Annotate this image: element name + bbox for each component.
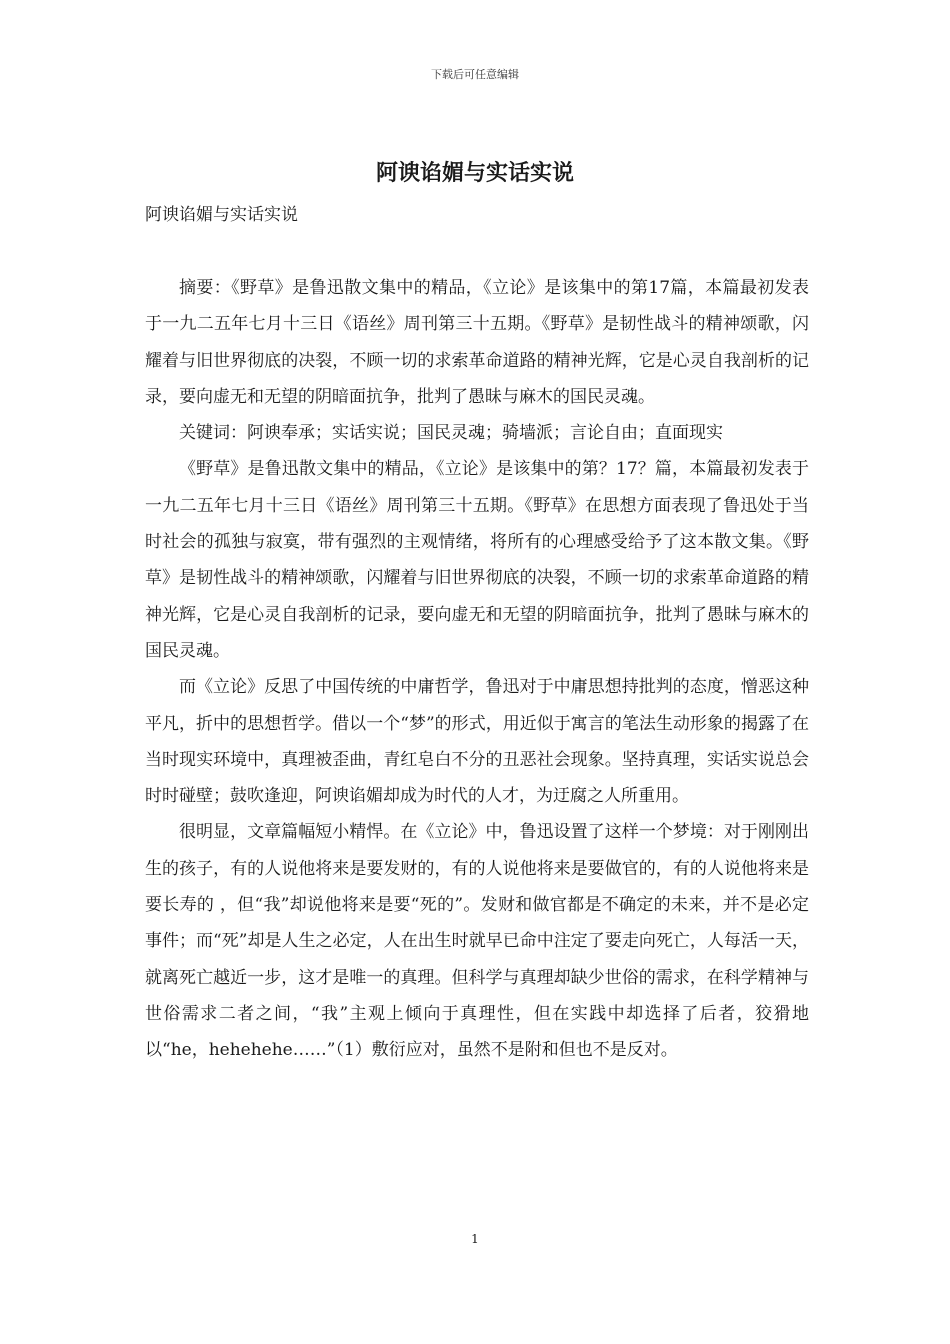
abstract-paragraph: 摘要：《野草》是鲁迅散文集中的精品，《立论》是该集中的第17篇，本篇最初发表于一九二五年七月十三日《语丝》周刊第三十五期。《野草》是韧性战斗的精神颂歌，闪耀着与旧世界彻底的决裂，不顾一切的求索革命道路的精神光辉，它是心灵自我剖析的记录，要向虚无和无望的阴暗面抗争，批判了愚昧与麻木的国民灵魂。 — [145, 278, 809, 407]
document-subtitle: 阿谀谄媚与实话实说 — [145, 205, 298, 225]
page-number: 1 — [471, 1232, 479, 1246]
keywords-paragraph: 关键词：阿谀奉承；实话实说；国民灵魂；骑墙派；言论自由；直面现实 — [179, 423, 723, 444]
body-paragraph: 而《立论》反思了中国传统的中庸哲学，鲁迅对于中庸思想持批判的态度，憎恶这种平凡，折中的思想哲学。借以一个“梦”的形式，用近似于寓言的笔法生动形象的揭露了在当时现实环境中，真理被歪曲，青红皂白不分的丑恶社会现象。坚持真理，实话实说总会时时碰壁；鼓吹逢迎，阿谀谄媚却成为时代的人才，为迂腐之人所重用。 — [145, 677, 809, 807]
body-paragraph: 《野草》是鲁迅散文集中的精品，《立论》是该集中的第？17？篇，本篇最初发表于一九二五年七月十三日《语丝》周刊第三十五期。《野草》在思想方面表现了鲁迅处于当时社会的孤独与寂寞，带有强烈的主观情绪，将所有的心理感受给予了这本散文集。《野草》是韧性战斗的精神颂歌，闪耀着与旧世界彻底的决裂，不顾一切的求索革命道路的精神光辉，它是心灵自我剖析的记录，要向虚无和无望的阴暗面抗争，批判了愚昧与麻木的国民灵魂。 — [145, 459, 809, 661]
document-body — [145, 270, 809, 1069]
body-paragraph: 很明显，文章篇幅短小精悍。在《立论》中，鲁迅设置了这样一个梦境：对于刚刚出生的孩子，有的人说他将来是要发财的，有的人说他将来是要做官的，有的人说他将来是要长寿的 ，但“我”却说他将来是要“死的”。发财和做官都是不确定的未来，并不是必定事件；而“死”却是人生之必定，人在出生时就早已命中注定了要走向死亡，人每活一天，就离死亡越近一步，这才是唯一的真理。但科学与真理却缺少世俗的需求，在科学精神与世俗需求二者之间，“我”主观上倾向于真理性，但在实践中却选择了后者，狡猾地以“he，hehehehe……”（1）敷衍应对，虽然不是附和但也不是反对。 — [145, 822, 809, 1061]
header-note: 下载后可任意编辑 — [431, 68, 519, 81]
document-title: 阿谀谄媚与实话实说 — [375, 160, 574, 186]
